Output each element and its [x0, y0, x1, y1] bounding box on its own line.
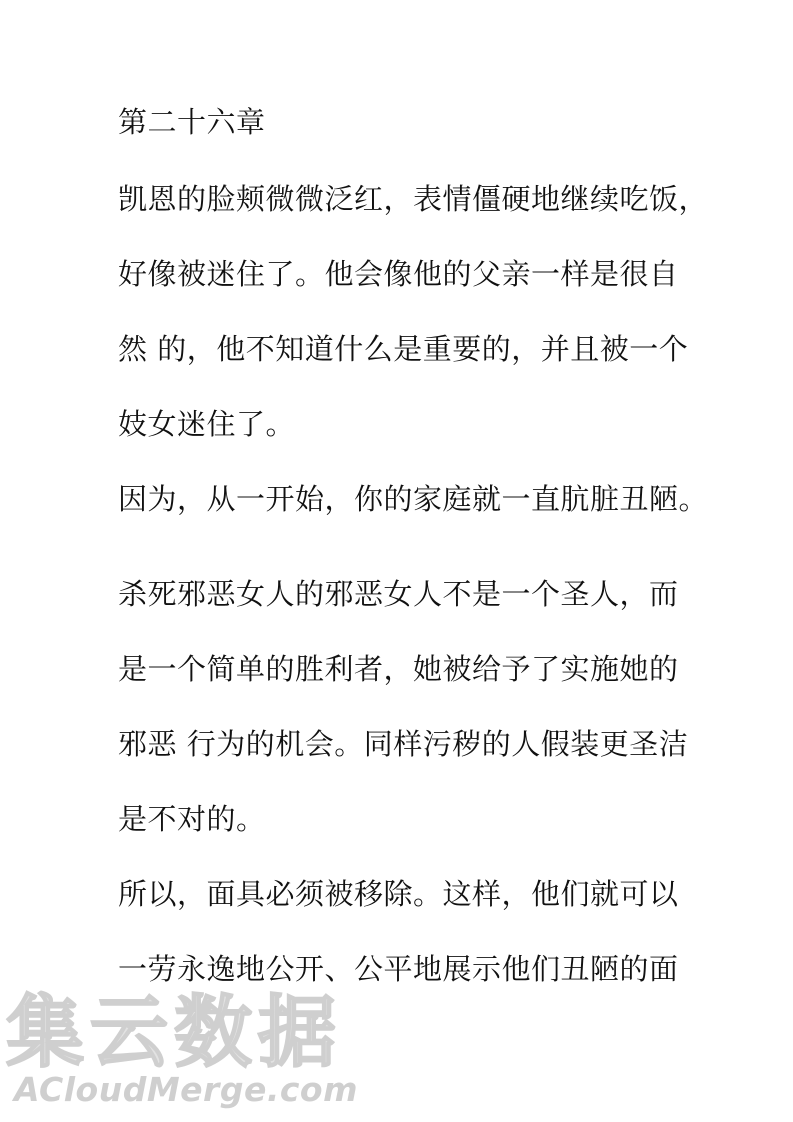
text-line: 杀死邪恶女人的邪恶女人不是一个圣人，而 — [118, 577, 679, 611]
text-line: 是不对的。 — [118, 802, 266, 836]
text-line: 妓女迷住了。 — [118, 407, 296, 441]
text-line: 然 的，他不知道什么是重要的，并且被一个 — [118, 332, 689, 366]
text-line: 凯恩的脸颊微微泛红，表情僵硬地继续吃饭， — [118, 182, 709, 216]
text-line: 所以，面具必须被移除。这样，他们就可以 — [118, 877, 679, 911]
text-line: 好像被迷住了。他会像他的父亲一样是很自 — [118, 257, 679, 291]
watermark — [0, 970, 420, 1120]
text-line: 一劳永逸地公开、公平地展示他们丑陋的面 — [118, 952, 679, 986]
chapter-title: 第二十六章 — [118, 105, 266, 139]
text-line: 邪恶 行为的机会。同样污秽的人假装更圣洁 — [118, 727, 689, 761]
watermark-english: ACloudMerge.com — [14, 1070, 358, 1109]
watermark-chinese: 集云数据 — [6, 988, 343, 1078]
text-line: 是一个简单的胜利者，她被给予了实施她的 — [118, 652, 679, 686]
text-line: 因为，从一开始，你的家庭就一直肮脏丑陋。 — [118, 482, 709, 516]
